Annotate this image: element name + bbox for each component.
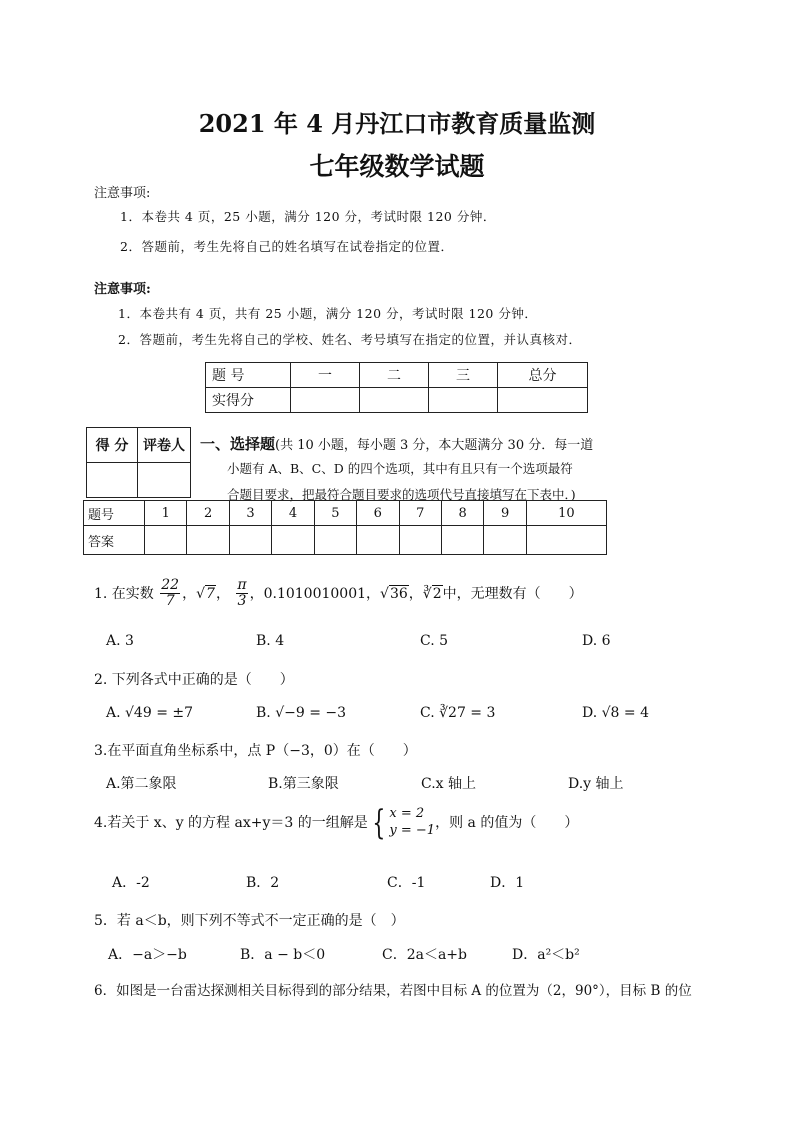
section1-line3: 合题目要求，把最符合题目要求的选项代号直接填写在下表中．) [227, 487, 576, 502]
q1-decimal: 0.1010010001 [263, 585, 367, 602]
score-input-cell[interactable] [498, 388, 588, 413]
answer-input-cell[interactable] [187, 526, 229, 555]
question-number-cell: 10 [526, 501, 606, 526]
answer-input-cell[interactable] [314, 526, 356, 555]
notice1-item-1: 1．本卷共 4 页，25 小题，满分 120 分，考试时限 120 分钟． [120, 209, 496, 224]
q5-option-d[interactable]: D．a²＜b² [512, 947, 580, 963]
exam-title: 2021 年 4 月丹江口市教育质量监测 [198, 109, 596, 138]
notice1-item-2: 2．答题前，考生先将自己的姓名填写在试卷指定的位置． [120, 239, 454, 254]
q1-fraction-pi-3 [236, 578, 247, 610]
q1-prefix: 1. 在实数 [94, 585, 154, 602]
notice2-item-2: 2．答题前，考生先将自己的学校、姓名、考号填写在指定的位置，并认真核对． [118, 332, 582, 347]
section1-label: 一、选择题 [200, 435, 276, 453]
answer-row-label: 答案 [84, 526, 145, 555]
question-6-stem: 6．如图是一台雷达探测相关目标得到的部分结果，若图中目标 A 的位置为（2，90°），目标 B 的位 [94, 983, 692, 999]
q4-sys-eq1: x = 2 [389, 806, 425, 822]
q1-sqrt36-value: 36 [389, 585, 408, 602]
section1-desc: (共 10 小题，每小题 3 分，本大题满分 30 分．每一道 [275, 438, 594, 453]
score-header-cell: 一 [291, 363, 360, 388]
q5-option-b[interactable]: B．a − b＜0 [240, 947, 326, 963]
q3-option-a[interactable]: A.第二象限 [106, 776, 177, 792]
notice1-heading: 注意事项: [94, 186, 151, 201]
q1-option-b[interactable]: B. 4 [256, 633, 285, 649]
answer-input-cell[interactable] [484, 526, 526, 555]
q1-option-a[interactable]: A. 3 [106, 633, 134, 649]
question-number-cell: 7 [399, 501, 441, 526]
q4-system-brace: { [372, 803, 386, 843]
answer-input-cell[interactable] [441, 526, 483, 555]
q2-option-a[interactable]: A. √49 = ±7 [106, 705, 194, 721]
q2-option-b[interactable]: B. √−9 = −3 [256, 705, 347, 721]
score-table [205, 362, 588, 413]
q1-suffix: 中，无理数有（ ） [442, 585, 583, 602]
answer-input-cell[interactable] [272, 526, 314, 555]
q3-option-b[interactable]: B.第三象限 [268, 776, 339, 792]
q1-sqrt36: √36 [380, 585, 408, 602]
answer-table [83, 500, 607, 555]
q1-frac1-num: 22 [161, 577, 180, 593]
question-number-cell: 6 [357, 501, 399, 526]
q4-option-a[interactable]: A．-2 [112, 875, 150, 891]
question-5-stem: 5．若 a＜b，则下列不等式不一定正确的是（ ） [94, 913, 405, 929]
q1-cbrt2: ∛2 [422, 585, 442, 602]
q1-frac1-den: 7 [165, 593, 175, 610]
question-number-cell: 5 [314, 501, 356, 526]
q2-option-c[interactable]: C. ∛27 = 3 [420, 705, 496, 721]
question-1-stem: 1. 在实数 $\frac{22}{7}$ ，√7， $\frac{\pi}{3}$ ，0.1010010001，√36，∛2中，无理数有（ ） [94, 577, 583, 610]
score-table-value-row [206, 388, 588, 413]
q5-option-a[interactable]: A．−a＞−b [108, 947, 187, 963]
score-header-cell: 二 [360, 363, 429, 388]
answer-input-cell[interactable] [399, 526, 441, 555]
score-header-cell: 三 [429, 363, 498, 388]
answer-row-label: 题号 [84, 501, 145, 526]
q4-option-c[interactable]: C．-1 [387, 875, 426, 891]
q2-option-d[interactable]: D. √8 = 4 [582, 705, 649, 721]
question-4-stem [94, 803, 579, 843]
answer-table-number-row [84, 501, 607, 526]
answer-input-cell[interactable] [145, 526, 187, 555]
section1-line2: 小题有 A、B、C、D 的四个选项，其中有且只有一个选项最符 [227, 461, 573, 476]
answer-input-cell[interactable] [229, 526, 271, 555]
score-input-cell[interactable] [360, 388, 429, 413]
grader-label: 评卷人 [138, 428, 191, 463]
q3-option-c[interactable]: C.x 轴上 [421, 776, 477, 792]
q1-frac2-den: 3 [237, 593, 247, 610]
question-number-cell: 8 [441, 501, 483, 526]
q1-option-d[interactable]: D. 6 [582, 633, 611, 649]
q1-frac2-num: π [237, 577, 247, 593]
question-3-stem: 3.在平面直角坐标系中，点 P（−3，0）在（ ） [94, 743, 417, 759]
question-number-cell: 4 [272, 501, 314, 526]
q4-sys-eq2: y = −1 [389, 823, 436, 838]
score-row-label: 实得分 [206, 388, 291, 413]
question-number-cell: 3 [229, 501, 271, 526]
q1-sqrt7: √7 [196, 585, 215, 602]
score-table-header-row [206, 363, 588, 388]
q1-sqrt7-value: 7 [206, 585, 215, 602]
question-number-cell: 1 [145, 501, 187, 526]
q5-option-c[interactable]: C．2a＜a+b [382, 947, 468, 963]
answer-input-cell[interactable] [526, 526, 606, 555]
score-header-cell: 题 号 [206, 363, 291, 388]
q4-option-b[interactable]: B．2 [246, 875, 280, 891]
question-number-cell: 2 [187, 501, 229, 526]
q4-prefix: 4.若关于 x、y 的方程 ax+y＝3 的一组解是 [94, 815, 368, 831]
q1-option-c[interactable]: C. 5 [420, 633, 449, 649]
score-box[interactable] [87, 463, 138, 498]
notice2-heading: 注意事项: [94, 282, 151, 297]
score-input-cell[interactable] [429, 388, 498, 413]
question-2-stem: 2. 下列各式中正确的是（ ） [94, 672, 294, 688]
answer-table-answer-row [84, 526, 607, 555]
q4-equation-system [389, 806, 435, 840]
grader-table [86, 427, 191, 498]
score-header-cell: 总分 [498, 363, 588, 388]
notice2-item-1: 1．本卷共有 4 页，共有 25 小题，满分 120 分，考试时限 120 分钟． [118, 306, 538, 321]
q3-option-d[interactable]: D.y 轴上 [568, 776, 624, 792]
q1-fraction-22-7 [160, 578, 180, 610]
q4-option-d[interactable]: D．1 [490, 875, 525, 891]
q4-suffix: ，则 a 的值为（ ） [435, 815, 579, 831]
exam-subtitle: 七年级数学试题 [309, 152, 485, 181]
q1-cbrt2-value: 2 [432, 585, 442, 602]
score-input-cell[interactable] [291, 388, 360, 413]
grader-box[interactable] [138, 463, 191, 498]
section1-line1 [200, 433, 593, 454]
question-number-cell: 9 [484, 501, 526, 526]
answer-input-cell[interactable] [357, 526, 399, 555]
score-label: 得 分 [87, 428, 138, 463]
